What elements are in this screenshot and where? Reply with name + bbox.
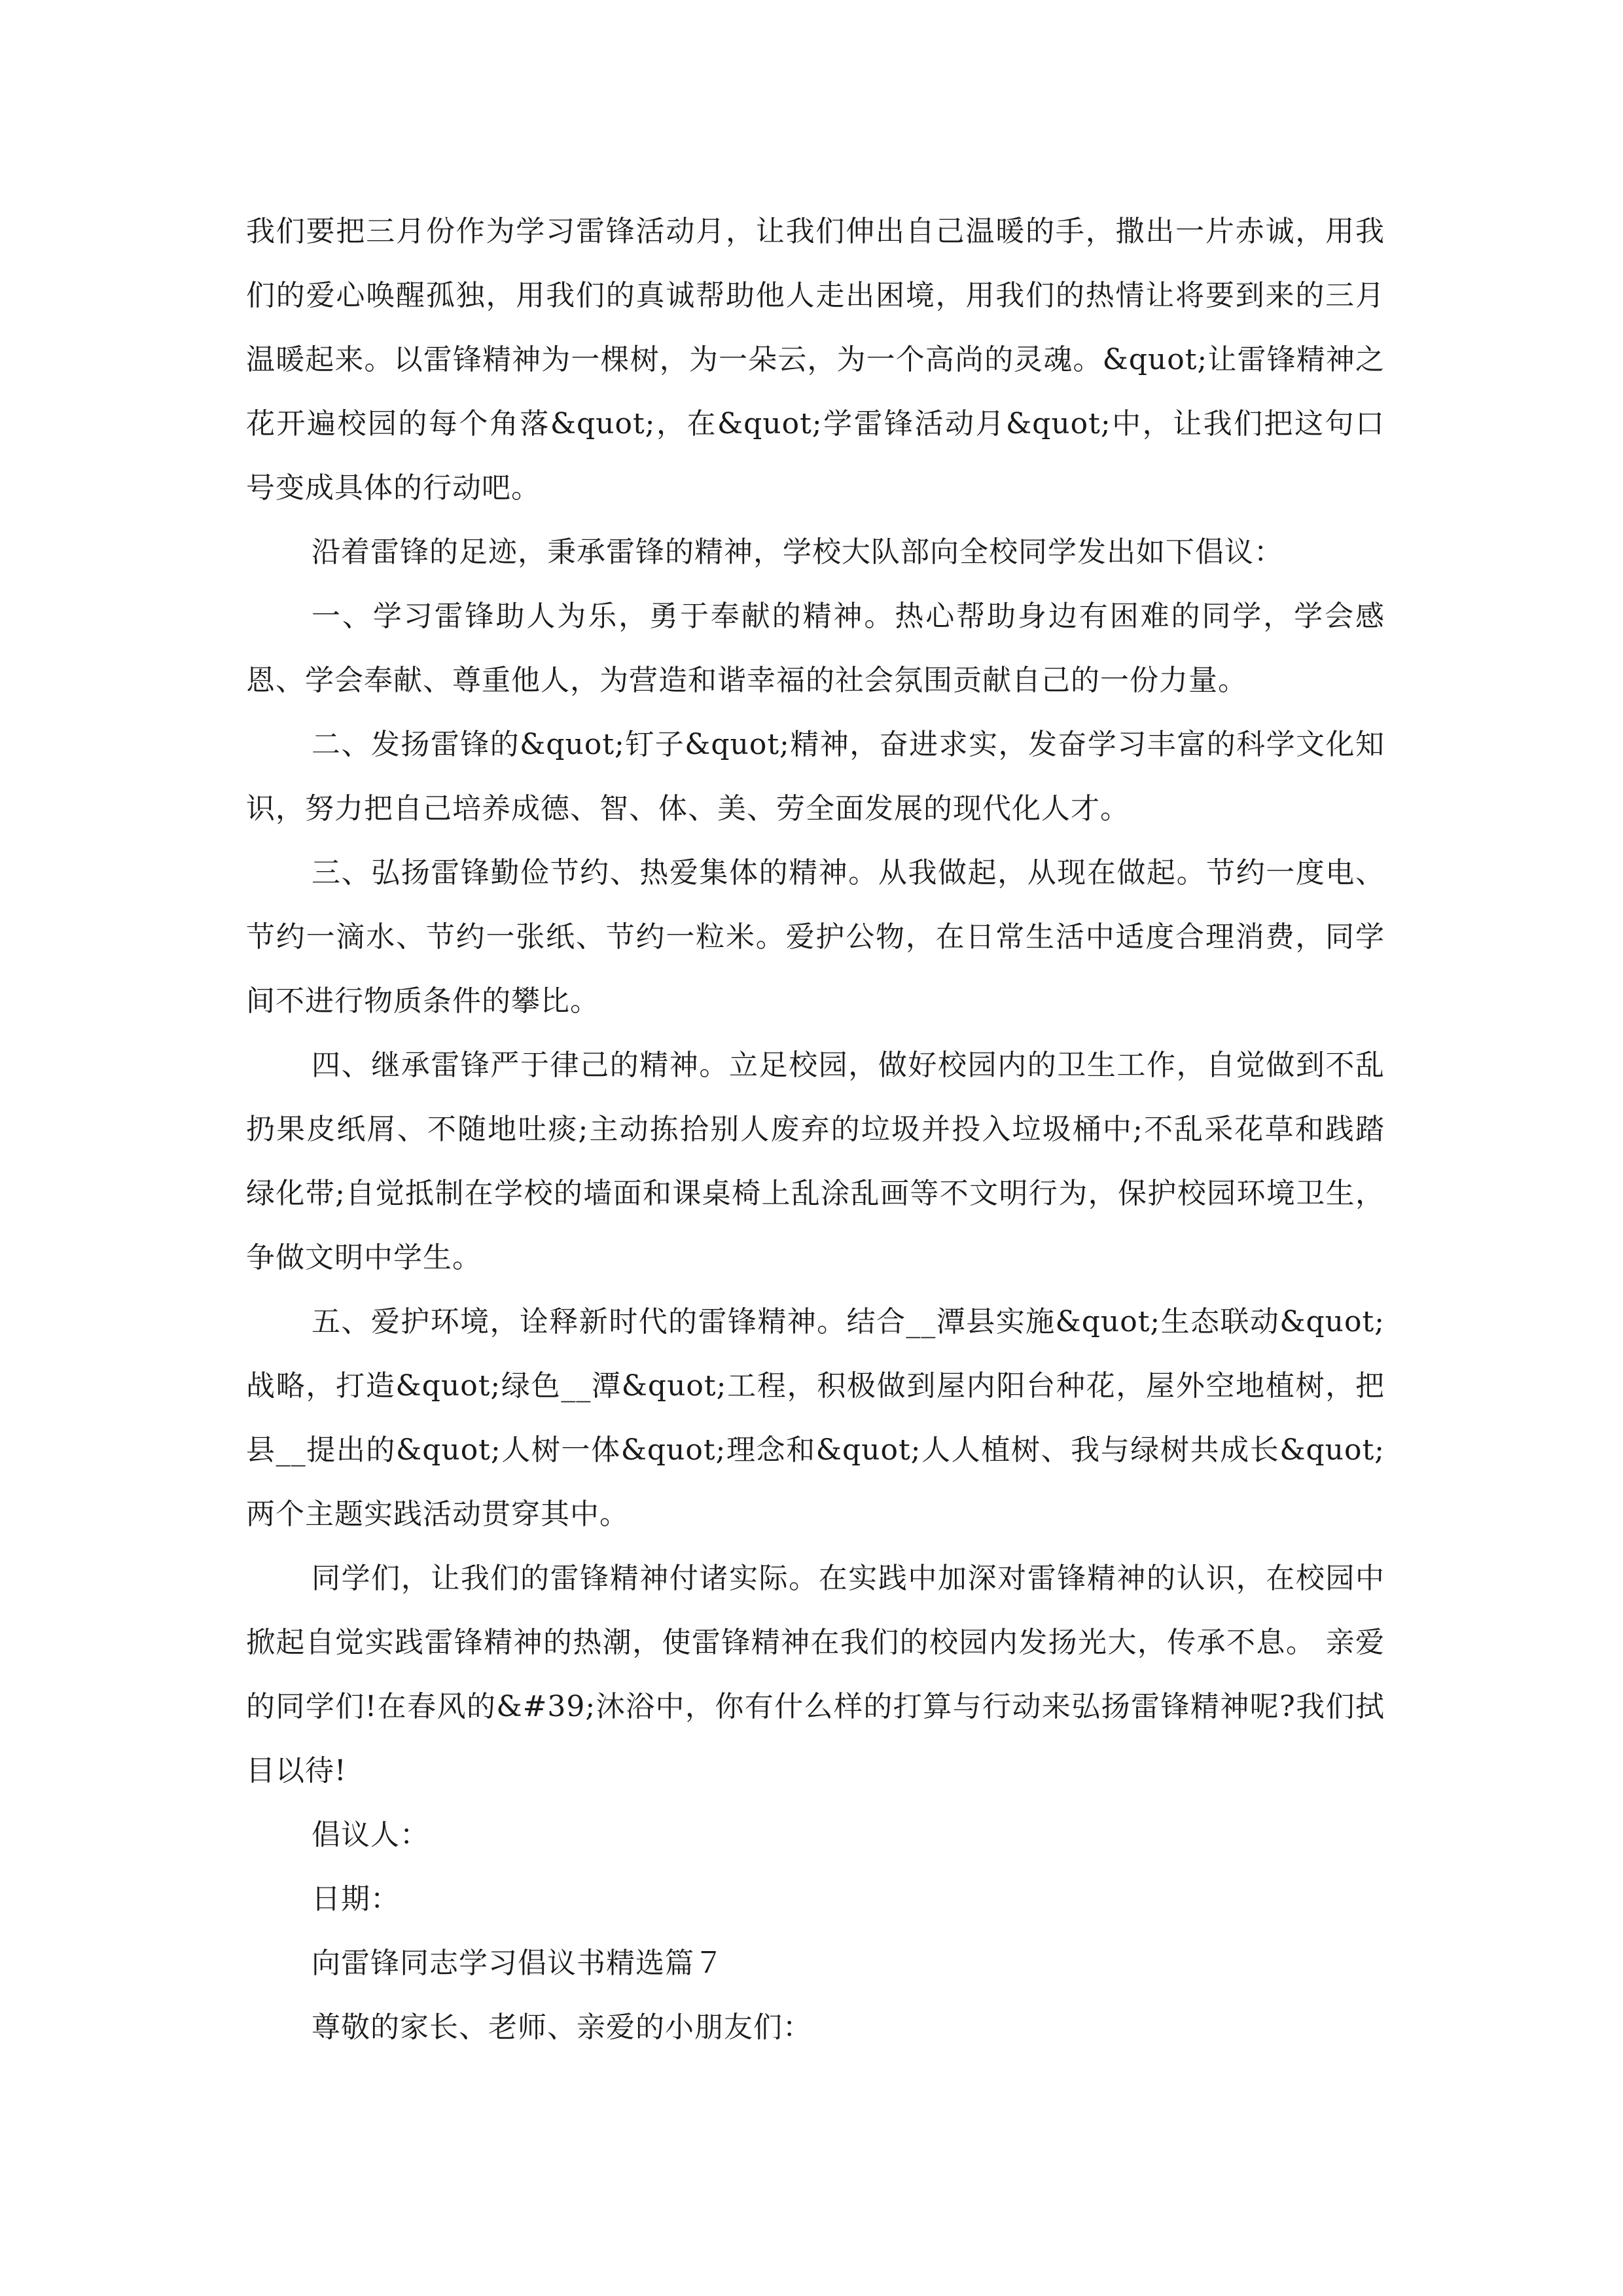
section-title: 向雷锋同志学习倡议书精选篇７ xyxy=(312,1946,724,1980)
paragraph-proposal-lead: 沿着雷锋的足迹，秉承雷锋的精神，学校大队部向全校同学发出如下倡议： xyxy=(312,535,1283,569)
paragraph-closing: 同学们，让我们的雷锋精神付诸实际。在实践中加深对雷锋精神的认识，在校园中掀起自觉实践雷锋精神的热潮，使雷锋精神在我们的校园内发扬光大，传承不息。 亲爱的同学们!在春风的&#39;沐浴中，你有什么样的打算与行动来弘扬雷锋精神呢?我们拭目以待! xyxy=(246,1562,1385,1787)
document-body xyxy=(246,200,1385,2060)
paragraph-item-4: 四、继承雷锋严于律己的精神。立足校园，做好校园内的卫生工作，自觉做到不乱扔果皮纸屑、不随地吐痰;主动拣拾别人废弃的垃圾并投入垃圾桶中;不乱采花草和践踏绿化带;自觉抵制在学校的墙面和课桌椅上乱涂乱画等不文明行为，保护校园环境卫生，争做文明中学生。 xyxy=(246,1049,1385,1274)
date-line: 日期： xyxy=(312,1882,400,1916)
paragraph-item-3: 三、弘扬雷锋勤俭节约、热爱集体的精神。从我做起，从现在做起。节约一度电、节约一滴水、节约一张纸、节约一粒米。爱护公物，在日常生活中适度合理消费，同学间不进行物质条件的攀比。 xyxy=(246,856,1385,1018)
paragraph-item-1: 一、学习雷锋助人为乐，勇于奉献的精神。热心帮助身边有困难的同学，学会感恩、学会奉献、尊重他人，为营造和谐幸福的社会氛围贡献自己的一份力量。 xyxy=(246,600,1385,697)
salutation-line: 尊敬的家长、老师、亲爱的小朋友们： xyxy=(312,2011,812,2044)
proposer-line: 倡议人： xyxy=(312,1818,429,1852)
paragraph-item-2: 二、发扬雷锋的&quot;钉子&quot;精神，奋进求实，发奋学习丰富的科学文化知识，努力把自己培养成德、智、体、美、劳全面发展的现代化人才。 xyxy=(246,728,1385,825)
paragraph-item-5: 五、爱护环境，诠释新时代的雷锋精神。结合__潭县实施&quot;生态联动&quot;战略，打造&quot;绿色__潭&quot;工程，积极做到屋内阳台种花，屋外空地植树，把县__提出的&quot;人树一体&quot;理念和&quot;人人植树、我与绿树共成长&quot;两个主题实践活动贯穿其中。 xyxy=(246,1305,1385,1531)
paragraph-intro: 我们要把三月份作为学习雷锋活动月，让我们伸出自己温暖的手，撒出一片赤诚，用我们的爱心唤醒孤独，用我们的真诚帮助他人走出困境，用我们的热情让将要到来的三月温暖起来。以雷锋精神为一棵树，为一朵云，为一个高尚的灵魂。&quot;让雷锋精神之花开遍校园的每个角落&quot;，在&quot;学雷锋活动月&quot;中，让我们把这句口号变成具体的行动吧。 xyxy=(246,215,1385,505)
